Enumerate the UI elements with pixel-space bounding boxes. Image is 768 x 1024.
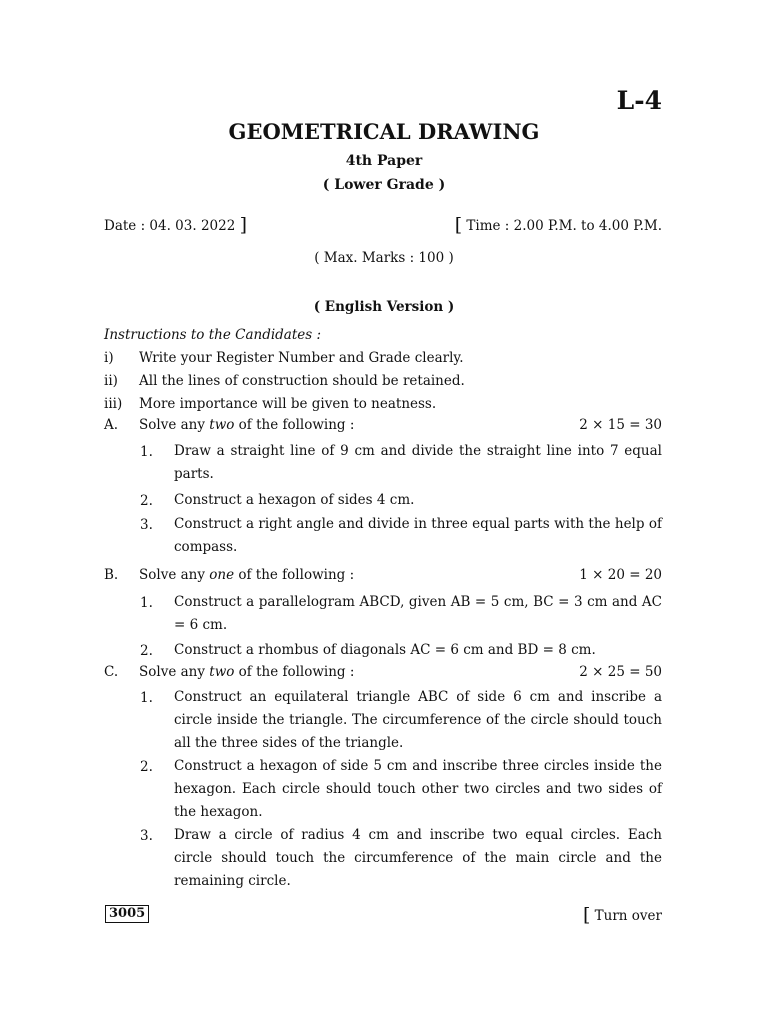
instruction-text: All the lines of construction should be retained. — [139, 373, 465, 389]
question-number: 1. — [140, 595, 153, 611]
question-text: Construct a hexagon of side 5 cm and inscribe three circles inside the hexagon. Each circle should touch other two circles and two sides of the hexagon. — [174, 758, 662, 820]
question-number: 3. — [140, 517, 153, 533]
page-title: GEOMETRICAL DRAWING — [228, 119, 540, 144]
section-instruction: Solve any one of the following : — [139, 567, 355, 583]
turn-over-note: [ Turn over — [582, 904, 662, 926]
exam-time: [ Time : 2.00 P.M. to 4.00 P.M. — [454, 214, 662, 236]
paper-number: 4th Paper — [345, 153, 423, 169]
exam-date: Date : 04. 03. 2022 ] — [104, 214, 248, 236]
question-number: 1. — [140, 444, 153, 460]
question-text: Draw a straight line of 9 cm and divide the straight line into 7 equal parts. — [174, 443, 662, 482]
section-marks: 2 × 15 = 30 — [579, 417, 662, 433]
question-text: Construct a hexagon of sides 4 cm. — [174, 492, 415, 508]
instructions-heading: Instructions to the Candidates : — [104, 327, 322, 343]
section-instruction: Solve any two of the following : — [139, 664, 355, 680]
section-label: B. — [104, 567, 119, 583]
instruction-num: i) — [104, 350, 114, 366]
version-label: ( English Version ) — [313, 299, 455, 315]
footer-code-box: 3005 — [105, 905, 149, 923]
instruction-num: iii) — [104, 396, 123, 412]
section-marks: 2 × 25 = 50 — [579, 664, 662, 680]
question-text: Construct an equilateral triangle ABC of side 6 cm and inscribe a circle inside the triangle. The circumference of the circle should touch all the three sides of the triangle. — [174, 689, 662, 751]
section-label: C. — [104, 664, 119, 680]
instruction-num: ii) — [104, 373, 118, 389]
question-text: Construct a parallelogram ABCD, given AB = 5 cm, BC = 3 cm and AC = 6 cm. — [174, 594, 662, 633]
question-number: 2. — [140, 759, 153, 775]
max-marks: ( Max. Marks : 100 ) — [314, 250, 454, 266]
question-number: 2. — [140, 493, 153, 509]
question-number: 3. — [140, 828, 153, 844]
question-text: Construct a right angle and divide in three equal parts with the help of compass. — [174, 516, 662, 555]
instruction-text: Write your Register Number and Grade clearly. — [139, 350, 464, 366]
question-number: 1. — [140, 690, 153, 706]
question-number: 2. — [140, 643, 153, 659]
section-marks: 1 × 20 = 20 — [579, 567, 662, 583]
section-label: A. — [104, 417, 119, 433]
grade-label: ( Lower Grade ) — [322, 177, 446, 193]
paper-code: L-4 — [616, 86, 662, 115]
question-text: Construct a rhombus of diagonals AC = 6 cm and BD = 8 cm. — [174, 642, 596, 658]
instruction-text: More importance will be given to neatness. — [139, 396, 437, 412]
question-text: Draw a circle of radius 4 cm and inscribe two equal circles. Each circle should touch the circumference of the main circle and the remaining circle. — [174, 827, 662, 889]
section-instruction: Solve any two of the following : — [139, 417, 355, 433]
